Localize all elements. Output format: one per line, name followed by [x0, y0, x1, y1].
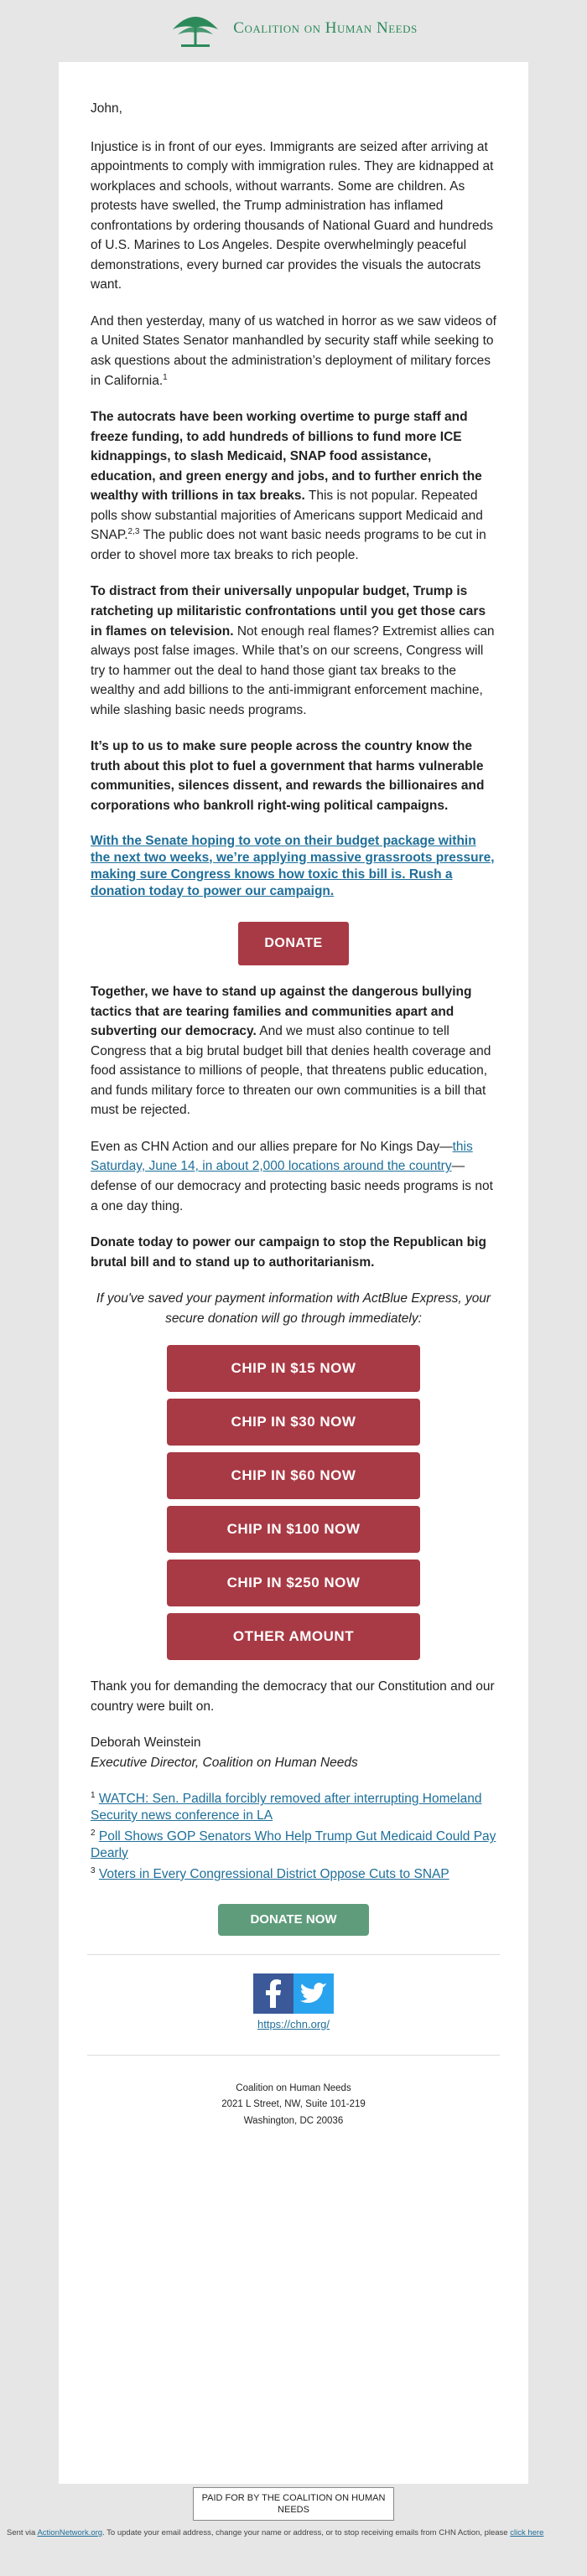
footnote-link-1[interactable]: WATCH: Sen. Padilla forcibly removed after interrupting Homeland Security news conference in LA [91, 1792, 482, 1823]
actblue-note: If you've saved your payment information with ActBlue Express, your secure donation will go through immediately: [96, 1291, 491, 1326]
footnote-1 [91, 1791, 496, 1823]
paragraph-6 [91, 982, 496, 1120]
mailing-address [91, 2081, 496, 2130]
footnote-number: 1 [91, 1791, 96, 1801]
footnote-ref-2-3[interactable]: 2,3 [127, 527, 140, 537]
actionnetwork-link[interactable]: ActionNetwork.org [37, 2528, 103, 2537]
paragraph-8 [91, 1233, 496, 1272]
paragraph-7-pre: Even as CHN Action and our allies prepare for No Kings Day— [91, 1139, 453, 1154]
tree-logo-icon [169, 9, 221, 48]
paragraph-6-bold: Together, we have to stand up against the dangerous bullying tactics that are tearing families and communities apart and subverting our democracy. [91, 985, 472, 1039]
donate-button-wrap [91, 922, 496, 965]
paragraph-8-bold: Donate today to power our campaign to stop the Republican big brutal bill and to stand up to authoritarianism. [91, 1235, 486, 1270]
footnote-number: 2 [91, 1829, 96, 1839]
footnotes [91, 1791, 496, 1882]
donate-now-button[interactable]: DONATE NOW [218, 1904, 369, 1936]
chip-in-buttons [91, 1345, 496, 1660]
paragraph-7 [91, 1137, 496, 1216]
social-icons [253, 1973, 334, 2014]
paragraph-4 [91, 582, 496, 720]
sent-via-footer [7, 2527, 580, 2539]
address-line-2: 2021 L Street, NW, Suite 101-219 [221, 2099, 366, 2110]
donate-now-wrap [91, 1904, 496, 1936]
website-link[interactable]: https://chn.org/ [257, 2017, 330, 2030]
footnote-link-3[interactable]: Voters in Every Congressional District Oppose Cuts to SNAP [98, 1866, 449, 1881]
sent-via-pre: Sent via [7, 2528, 38, 2537]
footnote-link-2[interactable]: Poll Shows GOP Senators Who Help Trump Gut Medicaid Could Pay Dearly [91, 1829, 496, 1860]
footnote-3 [91, 1866, 496, 1882]
chip-in-250-button[interactable]: CHIP IN $250 NOW [167, 1560, 420, 1606]
thanks-paragraph: Thank you for demanding the democracy that our Constitution and our country were built on. [91, 1679, 495, 1714]
social-links [91, 1973, 496, 2032]
footnote-number: 3 [91, 1865, 96, 1875]
chip-in-30-button[interactable]: CHIP IN $30 NOW [167, 1399, 420, 1446]
paid-for-disclaimer: PAID FOR BY THE COALITION ON HUMAN NEEDS [193, 2487, 394, 2521]
paragraph-3-text: This is not popular. Repeated polls show substantial majorities of Americans support Medicaid and SNAP. [91, 489, 483, 543]
address-line-3: Washington, DC 20036 [243, 2115, 344, 2126]
signature-title: Executive Director, Coalition on Human Needs [91, 1755, 358, 1770]
facebook-icon[interactable] [253, 1973, 294, 2014]
email-card [59, 62, 528, 2484]
paragraph-7-post: —defense of our democracy and protecting basic needs programs is not a one day thing. [91, 1159, 493, 1213]
chip-in-100-button[interactable]: CHIP IN $100 NOW [167, 1506, 420, 1553]
chip-in-15-button[interactable]: CHIP IN $15 NOW [167, 1345, 420, 1392]
footnote-2 [91, 1829, 496, 1861]
paragraph-1: Injustice is in front of our eyes. Immigrants are seized after arriving at appointments to comply with immigration rules. They are kidnapped at workplaces and schools, without warrants. Some are children. As protests have swelled, the Trump administration has inflamed confrontations by ordering thousands of National Guard and hundreds of U.S. Marines to Los Angeles. Despite overwhelmingly peaceful demonstrations, every burned car provides the visuals the autocrats want. [91, 139, 494, 292]
signature-name: Deborah Weinstein [91, 1735, 201, 1751]
twitter-icon[interactable] [294, 1973, 334, 2014]
address-line-1: Coalition on Human Needs [236, 2082, 351, 2093]
paragraph-5 [91, 737, 496, 815]
paragraph-4-text: Not enough real flames? Extremist allies can always post false images. While that’s on our screens, Congress will try to hammer out the deal to hand those giant tax breaks to the wealthy and add billions to the anti-immigrant enforcement machine, while slashing basic needs programs. [91, 623, 495, 717]
campaign-donation-link[interactable]: With the Senate hoping to vote on their budget package within the next two weeks, we’re applying massive grassroots pressure, making sure Congress knows how toxic this bill is. Rush a donation today to power our campaign. [91, 833, 495, 898]
no-kings-day-link[interactable]: this Saturday, June 14, in about 2,000 locations around the country [91, 1139, 473, 1174]
paragraph-6-text: And we must also continue to tell Congress that a big brutal budget bill that denies health coverage and food assistance to millions of people, that threatens public education, and funds military force to threaten our own communities is a bill that must be rejected. [91, 1024, 491, 1118]
paragraph-2 [91, 312, 496, 391]
greeting: John, [91, 101, 122, 116]
paragraph-5-bold: It’s up to us to make sure people across the country know the truth about this plot to fuel a government that harms vulnerable communities, silences dissent, and rewards the billionaires and corporations who bankroll right-wing political campaigns. [91, 739, 485, 813]
paragraph-2-text: And then yesterday, many of us watched in horror as we saw videos of a United States Senator manhandled by security staff while seeking to ask questions about the administration’s deployment of military forces in California. [91, 313, 496, 388]
paragraph-4-bold: To distract from their universally unpopular budget, Trump is ratcheting up militaristic confrontations until you get those cars in flames on television. [91, 584, 486, 639]
org-name-logo: Coalition on Human Needs [233, 19, 418, 37]
chip-in-60-button[interactable]: CHIP IN $60 NOW [167, 1452, 420, 1499]
paragraph-3-text-2: The public does not want basic needs programs to be cut in order to shovel more tax breaks to rich people. [91, 528, 486, 562]
email-header [0, 0, 587, 57]
divider [87, 1954, 500, 1955]
unsubscribe-link[interactable]: click here [510, 2528, 544, 2537]
donate-button[interactable]: DONATE [238, 922, 349, 965]
sent-via-mid: . To update your email address, change your name or address, or to stop receiving emails from CHN Action, please [102, 2528, 511, 2537]
paragraph-3-bold: The autocrats have been working overtime to purge staff and freeze funding, to add hundreds of billions to fund more ICE kidnappings, to slash Medicaid, SNAP food assistance, education, and green energy and jobs, and to further enrich the wealthy with trillions in tax breaks. [91, 410, 482, 504]
paragraph-3 [91, 407, 496, 565]
divider [87, 2055, 500, 2056]
footnote-ref-1[interactable]: 1 [163, 372, 168, 382]
other-amount-button[interactable]: OTHER AMOUNT [167, 1613, 420, 1660]
